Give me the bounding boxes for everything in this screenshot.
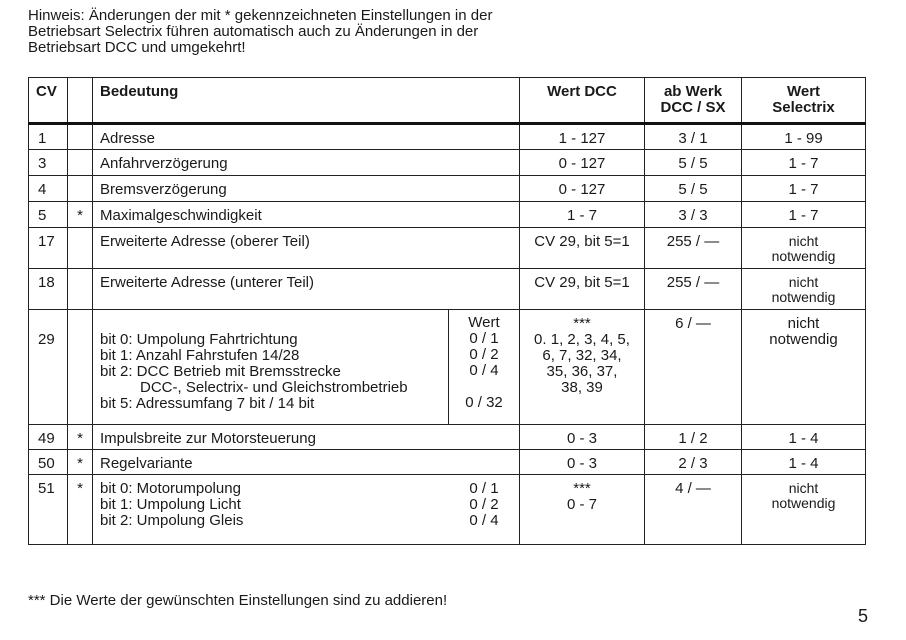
bit-desc: bit 2: Umpolung Gleis [100,512,244,529]
wert-selectrix-line-1: nicht [787,315,820,332]
table-header-row [29,78,866,124]
cv-number: 51 [29,475,68,545]
cv-number: 17 [29,228,68,269]
cv-number: 49 [29,425,68,450]
wert-selectrix: 1 - 99 [742,124,866,150]
bit-list [100,481,243,529]
wert-selectrix-line-2: notwendig [771,495,836,511]
selectrix-marker [68,310,93,425]
wert-dcc [520,310,645,425]
bit-values [448,310,519,424]
header-ab-werk-line-1: ab Werk [663,83,723,100]
cv-number: 29 [29,310,68,425]
selectrix-marker: * [68,450,93,475]
wert-dcc-line: 6, 7, 32, 34, [542,347,622,364]
ab-werk: 5 / 5 [645,176,742,202]
bit-value: 0 / 4 [469,512,499,529]
table-row [29,228,866,269]
hint-text [28,8,628,56]
selectrix-marker [68,176,93,202]
ab-werk: 5 / 5 [645,150,742,176]
ab-werk: 6 / — [645,310,742,425]
cv-meaning: Anfahrverzögerung [93,150,520,176]
selectrix-marker [68,150,93,176]
table-row [29,310,866,425]
cv-meaning: Erweiterte Adresse (unterer Teil) [93,269,520,310]
wert-dcc: 0 - 3 [520,450,645,475]
bit-value: 0 / 1 [469,480,499,497]
wert-selectrix-line-1: nicht [788,480,819,496]
wert-dcc: 1 - 127 [520,124,645,150]
cv-meaning [93,310,520,425]
cv-number: 1 [29,124,68,150]
selectrix-marker [68,269,93,310]
table-row [29,202,866,228]
wert-dcc-line: 38, 39 [561,379,603,396]
wert-selectrix-line-1: nicht [788,233,819,249]
wert-dcc-line: *** [573,480,591,497]
cv-meaning: Impulsbreite zur Motorsteuerung [93,425,520,450]
footnote: *** Die Werte der gewünschten Einstellungen sind zu addieren! [28,592,448,609]
bit-desc: bit 1: Umpolung Licht [100,496,241,513]
header-wert-selectrix [742,78,866,124]
header-bedeutung: Bedeutung [93,78,520,124]
header-wert-sx-line-2: Selectrix [772,99,835,116]
table-row [29,150,866,176]
hint-line-3: Betriebsart DCC und umgekehrt! [28,39,246,56]
wert-dcc: 0 - 127 [520,176,645,202]
cv-meaning [93,475,520,545]
wert-dcc: 0 - 127 [520,150,645,176]
ab-werk: 1 / 2 [645,425,742,450]
bit-values [449,481,519,529]
wert-selectrix-line-2: notwendig [769,331,838,348]
selectrix-marker: * [68,202,93,228]
cv-number: 4 [29,176,68,202]
cv-number: 3 [29,150,68,176]
ab-werk: 255 / — [645,269,742,310]
wert-selectrix-line-2: notwendig [771,289,836,305]
bit-desc: bit 1: Anzahl Fahrstufen 14/28 [100,347,300,364]
wert-selectrix [742,228,866,269]
wert-dcc-line: *** [573,315,591,332]
header-ab-werk [645,78,742,124]
header-wert-sx-line-1: Wert [786,83,821,100]
wert-selectrix: 1 - 7 [742,150,866,176]
hint-line-1: Hinweis: Änderungen der mit * gekennzeichneten Einstellungen in der [28,7,493,24]
header-cv: CV [29,78,68,124]
page-number: 5 [858,606,869,626]
bit-value: 0 / 2 [469,496,499,513]
wert-selectrix [742,475,866,545]
cv-number: 50 [29,450,68,475]
table-row [29,475,866,545]
ab-werk: 3 / 3 [645,202,742,228]
bit-value: 0 / 32 [465,394,503,411]
wert-selectrix [742,310,866,425]
header-wert-dcc: Wert DCC [520,78,645,124]
wert-selectrix [742,269,866,310]
cv-table [28,77,866,545]
ab-werk: 4 / — [645,475,742,545]
selectrix-marker: * [68,475,93,545]
wert-dcc-line: 0 - 7 [566,496,597,513]
bit-value [449,379,519,395]
bit-value: 0 / 1 [469,330,499,347]
header-ab-werk-line-2: DCC / SX [660,99,726,116]
selectrix-marker [68,124,93,150]
table-row [29,269,866,310]
selectrix-marker: * [68,425,93,450]
bit-value: 0 / 2 [469,346,499,363]
cv-number: 5 [29,202,68,228]
cv-meaning: Maximalgeschwindigkeit [93,202,520,228]
wert-dcc: 0 - 3 [520,425,645,450]
wert-selectrix-line-2: notwendig [771,248,836,264]
bit-desc: bit 0: Umpolung Fahrtrichtung [100,331,298,348]
selectrix-marker [68,228,93,269]
wert-selectrix: 1 - 7 [742,202,866,228]
cv-number: 18 [29,269,68,310]
wert-selectrix: 1 - 7 [742,176,866,202]
wert-dcc: CV 29, bit 5=1 [520,228,645,269]
bit-desc: DCC-, Selectrix- und Gleichstrombetrieb [140,379,408,396]
hint-line-2: Betriebsart Selectrix führen automatisch auch zu Änderungen in der [28,23,479,40]
ab-werk: 2 / 3 [645,450,742,475]
wert-selectrix: 1 - 4 [742,450,866,475]
bit-desc: bit 5: Adressumfang 7 bit / 14 bit [100,395,315,412]
bit-desc: bit 0: Motorumpolung [100,480,241,497]
header-star [68,78,93,124]
bit-list [100,315,408,424]
wert-dcc: 1 - 7 [520,202,645,228]
wert-dcc-line: 0. 1, 2, 3, 4, 5, [534,331,630,348]
cv-meaning: Adresse [93,124,520,150]
table-row [29,176,866,202]
table-row [29,124,866,150]
wert-dcc: CV 29, bit 5=1 [520,269,645,310]
wert-dcc [520,475,645,545]
bit-desc: bit 2: DCC Betrieb mit Bremsstrecke [100,363,341,380]
ab-werk: 255 / — [645,228,742,269]
cv-meaning: Bremsverzögerung [93,176,520,202]
wert-label: Wert [468,314,500,331]
wert-selectrix: 1 - 4 [742,425,866,450]
ab-werk: 3 / 1 [645,124,742,150]
bit-value: 0 / 4 [469,362,499,379]
table-row [29,450,866,475]
table-row [29,425,866,450]
wert-selectrix-line-1: nicht [788,274,819,290]
cv-meaning: Regelvariante [93,450,520,475]
wert-dcc-line: 35, 36, 37, [546,363,618,380]
cv-meaning: Erweiterte Adresse (oberer Teil) [93,228,520,269]
